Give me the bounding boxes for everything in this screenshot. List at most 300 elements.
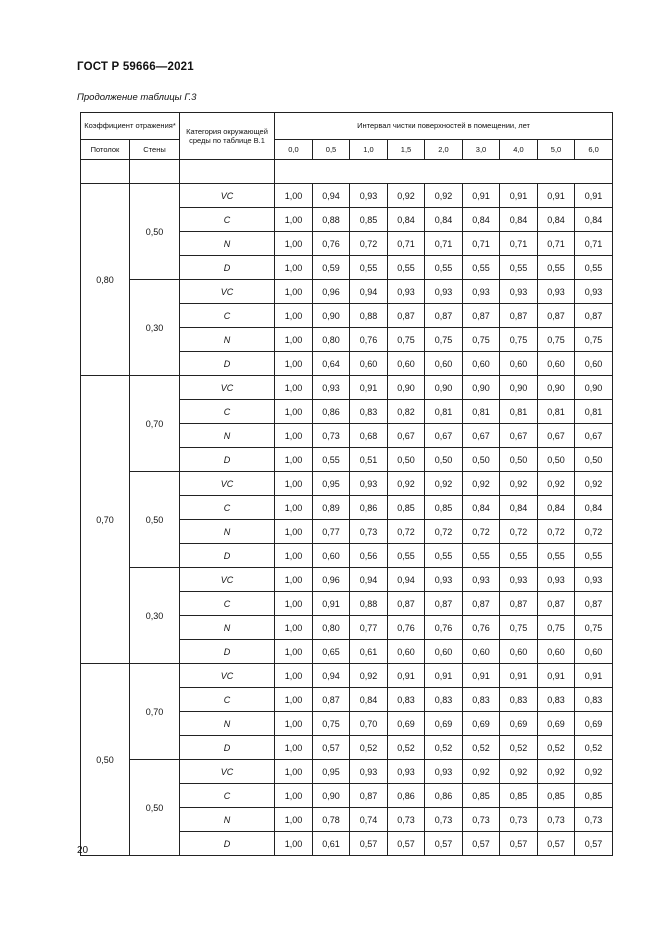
value-cell: 1,00: [275, 592, 313, 616]
value-cell: 0,91: [575, 184, 613, 208]
category-cell: VC: [180, 376, 275, 400]
value-cell: 0,84: [500, 208, 538, 232]
value-cell: 0,87: [538, 592, 575, 616]
value-cell: 1,00: [275, 784, 313, 808]
value-cell: 0,88: [350, 592, 388, 616]
value-cell: 0,69: [388, 712, 425, 736]
category-cell: VC: [180, 280, 275, 304]
year-header: 0,5: [313, 140, 350, 160]
value-cell: 1,00: [275, 328, 313, 352]
value-cell: 0,81: [575, 400, 613, 424]
category-cell: D: [180, 640, 275, 664]
category-cell: N: [180, 232, 275, 256]
value-cell: 1,00: [275, 520, 313, 544]
year-header: 6,0: [575, 140, 613, 160]
value-cell: 0,87: [425, 592, 463, 616]
value-cell: 0,81: [538, 400, 575, 424]
spacer-cell: [575, 160, 613, 184]
spacer-cell: [538, 160, 575, 184]
value-cell: 0,93: [538, 568, 575, 592]
value-cell: 1,00: [275, 256, 313, 280]
value-cell: 1,00: [275, 280, 313, 304]
value-cell: 1,00: [275, 304, 313, 328]
value-cell: 0,76: [463, 616, 500, 640]
value-cell: 0,84: [350, 688, 388, 712]
value-cell: 1,00: [275, 736, 313, 760]
table-row: [81, 376, 613, 400]
walls-value: 0,50: [130, 760, 180, 856]
value-cell: 0,92: [538, 760, 575, 784]
value-cell: 0,91: [538, 184, 575, 208]
value-cell: 0,69: [425, 712, 463, 736]
value-cell: 0,75: [538, 328, 575, 352]
value-cell: 0,65: [313, 640, 350, 664]
value-cell: 0,84: [575, 496, 613, 520]
value-cell: 0,92: [425, 184, 463, 208]
value-cell: 0,67: [538, 424, 575, 448]
value-cell: 0,52: [350, 736, 388, 760]
value-cell: 0,86: [313, 400, 350, 424]
category-cell: D: [180, 448, 275, 472]
year-header: 5,0: [538, 140, 575, 160]
value-cell: 0,57: [500, 832, 538, 856]
spacer-cell: [180, 160, 275, 184]
value-cell: 0,93: [350, 760, 388, 784]
value-cell: 0,90: [575, 376, 613, 400]
value-cell: 0,55: [463, 544, 500, 568]
value-cell: 0,59: [313, 256, 350, 280]
value-cell: 0,60: [463, 352, 500, 376]
value-cell: 0,55: [425, 256, 463, 280]
value-cell: 0,87: [575, 592, 613, 616]
spacer-cell: [463, 160, 500, 184]
category-cell: D: [180, 256, 275, 280]
value-cell: 0,83: [350, 400, 388, 424]
value-cell: 1,00: [275, 472, 313, 496]
value-cell: 1,00: [275, 352, 313, 376]
value-cell: 0,68: [350, 424, 388, 448]
value-cell: 0,71: [500, 232, 538, 256]
value-cell: 0,55: [538, 544, 575, 568]
category-cell: D: [180, 352, 275, 376]
value-cell: 0,55: [425, 544, 463, 568]
value-cell: 1,00: [275, 688, 313, 712]
value-cell: 0,60: [538, 352, 575, 376]
value-cell: 0,52: [575, 736, 613, 760]
value-cell: 0,75: [463, 328, 500, 352]
value-cell: 1,00: [275, 424, 313, 448]
value-cell: 0,70: [350, 712, 388, 736]
category-cell: N: [180, 424, 275, 448]
value-cell: 0,72: [425, 520, 463, 544]
value-cell: 0,91: [463, 184, 500, 208]
value-cell: 0,90: [313, 784, 350, 808]
value-cell: 0,75: [313, 712, 350, 736]
value-cell: 0,87: [500, 304, 538, 328]
year-header: 1,0: [350, 140, 388, 160]
value-cell: 0,83: [425, 688, 463, 712]
value-cell: 0,72: [575, 520, 613, 544]
value-cell: 0,57: [313, 736, 350, 760]
value-cell: 0,60: [500, 640, 538, 664]
value-cell: 0,73: [538, 808, 575, 832]
value-cell: 1,00: [275, 184, 313, 208]
value-cell: 0,67: [425, 424, 463, 448]
value-cell: 0,91: [425, 664, 463, 688]
table-row: [81, 664, 613, 688]
value-cell: 0,84: [575, 208, 613, 232]
value-cell: 0,91: [538, 664, 575, 688]
category-cell: VC: [180, 664, 275, 688]
value-cell: 0,93: [313, 376, 350, 400]
value-cell: 0,92: [388, 472, 425, 496]
walls-value: 0,70: [130, 664, 180, 760]
spacer-cell: [350, 160, 388, 184]
value-cell: 0,55: [313, 448, 350, 472]
value-cell: 0,52: [463, 736, 500, 760]
walls-value: 0,50: [130, 472, 180, 568]
value-cell: 0,92: [575, 472, 613, 496]
value-cell: 0,55: [350, 256, 388, 280]
value-cell: 0,60: [425, 640, 463, 664]
reflectance-table: [80, 112, 613, 856]
value-cell: 0,87: [538, 304, 575, 328]
reflection-coefficient-header: Коэффициент отражения*: [81, 113, 180, 140]
value-cell: 0,93: [350, 184, 388, 208]
category-cell: VC: [180, 472, 275, 496]
value-cell: 0,91: [463, 664, 500, 688]
value-cell: 1,00: [275, 448, 313, 472]
value-cell: 0,72: [350, 232, 388, 256]
year-header: 4,0: [500, 140, 538, 160]
value-cell: 0,67: [500, 424, 538, 448]
ceiling-value: 0,70: [81, 376, 130, 664]
value-cell: 0,89: [313, 496, 350, 520]
value-cell: 0,67: [388, 424, 425, 448]
category-cell: C: [180, 496, 275, 520]
value-cell: 0,84: [538, 496, 575, 520]
value-cell: 1,00: [275, 712, 313, 736]
value-cell: 0,88: [350, 304, 388, 328]
value-cell: 0,55: [388, 256, 425, 280]
category-cell: VC: [180, 568, 275, 592]
value-cell: 0,67: [575, 424, 613, 448]
page-number: 20: [77, 845, 89, 856]
value-cell: 0,69: [463, 712, 500, 736]
value-cell: 0,69: [500, 712, 538, 736]
value-cell: 0,92: [350, 664, 388, 688]
value-cell: 0,84: [388, 208, 425, 232]
value-cell: 0,90: [463, 376, 500, 400]
value-cell: 0,87: [425, 304, 463, 328]
value-cell: 0,91: [388, 664, 425, 688]
value-cell: 0,50: [538, 448, 575, 472]
table-caption: Продолжение таблицы Г.3: [77, 92, 197, 103]
value-cell: 0,87: [500, 592, 538, 616]
value-cell: 0,80: [313, 328, 350, 352]
value-cell: 0,61: [313, 832, 350, 856]
category-header: Категория окружающей среды по таблице В.1: [180, 113, 275, 160]
value-cell: 0,73: [388, 808, 425, 832]
value-cell: 1,00: [275, 376, 313, 400]
value-cell: 0,91: [500, 664, 538, 688]
value-cell: 1,00: [275, 808, 313, 832]
value-cell: 0,85: [425, 496, 463, 520]
value-cell: 0,85: [463, 784, 500, 808]
value-cell: 0,84: [500, 496, 538, 520]
value-cell: 0,93: [388, 280, 425, 304]
value-cell: 0,92: [500, 760, 538, 784]
category-cell: N: [180, 520, 275, 544]
walls-value: 0,30: [130, 568, 180, 664]
value-cell: 0,93: [425, 280, 463, 304]
value-cell: 0,93: [388, 760, 425, 784]
value-cell: 0,94: [313, 184, 350, 208]
value-cell: 0,60: [538, 640, 575, 664]
value-cell: 0,55: [388, 544, 425, 568]
table-row: [81, 760, 613, 784]
value-cell: 1,00: [275, 400, 313, 424]
value-cell: 0,92: [388, 184, 425, 208]
value-cell: 0,90: [313, 304, 350, 328]
value-cell: 0,87: [463, 304, 500, 328]
value-cell: 0,55: [500, 256, 538, 280]
spacer-cell: [81, 160, 130, 184]
value-cell: 0,87: [313, 688, 350, 712]
value-cell: 0,73: [350, 520, 388, 544]
spacer-cell: [130, 160, 180, 184]
value-cell: 0,90: [500, 376, 538, 400]
value-cell: 0,81: [500, 400, 538, 424]
value-cell: 0,73: [425, 808, 463, 832]
value-cell: 0,73: [463, 808, 500, 832]
value-cell: 0,64: [313, 352, 350, 376]
value-cell: 0,83: [463, 688, 500, 712]
ceiling-header: Потолок: [81, 140, 130, 160]
value-cell: 1,00: [275, 640, 313, 664]
value-cell: 0,73: [313, 424, 350, 448]
value-cell: 0,90: [425, 376, 463, 400]
value-cell: 0,73: [575, 808, 613, 832]
value-cell: 0,93: [350, 472, 388, 496]
value-cell: 0,69: [575, 712, 613, 736]
category-cell: N: [180, 808, 275, 832]
value-cell: 0,75: [538, 616, 575, 640]
value-cell: 1,00: [275, 760, 313, 784]
value-cell: 0,87: [388, 592, 425, 616]
category-cell: N: [180, 328, 275, 352]
value-cell: 0,51: [350, 448, 388, 472]
value-cell: 0,52: [388, 736, 425, 760]
value-cell: 0,93: [425, 760, 463, 784]
value-cell: 0,84: [538, 208, 575, 232]
category-cell: D: [180, 832, 275, 856]
year-header: 2,0: [425, 140, 463, 160]
document-title: ГОСТ Р 59666—2021: [77, 61, 194, 73]
category-cell: C: [180, 784, 275, 808]
value-cell: 0,60: [388, 640, 425, 664]
value-cell: 0,52: [425, 736, 463, 760]
value-cell: 0,60: [425, 352, 463, 376]
spacer-cell: [500, 160, 538, 184]
category-cell: VC: [180, 760, 275, 784]
value-cell: 0,71: [388, 232, 425, 256]
value-cell: 0,50: [463, 448, 500, 472]
value-cell: 0,60: [388, 352, 425, 376]
value-cell: 0,83: [538, 688, 575, 712]
value-cell: 0,92: [538, 472, 575, 496]
value-cell: 0,72: [463, 520, 500, 544]
value-cell: 0,60: [500, 352, 538, 376]
value-cell: 0,85: [350, 208, 388, 232]
value-cell: 0,78: [313, 808, 350, 832]
value-cell: 0,69: [538, 712, 575, 736]
value-cell: 0,55: [575, 256, 613, 280]
value-cell: 0,84: [463, 208, 500, 232]
walls-value: 0,50: [130, 184, 180, 280]
value-cell: 0,60: [575, 352, 613, 376]
value-cell: 0,75: [575, 616, 613, 640]
value-cell: 1,00: [275, 208, 313, 232]
value-cell: 0,55: [500, 544, 538, 568]
value-cell: 0,91: [575, 664, 613, 688]
value-cell: 0,77: [350, 616, 388, 640]
walls-value: 0,30: [130, 280, 180, 376]
value-cell: 0,93: [425, 568, 463, 592]
value-cell: 0,74: [350, 808, 388, 832]
value-cell: 0,76: [350, 328, 388, 352]
value-cell: 0,55: [463, 256, 500, 280]
value-cell: 0,71: [463, 232, 500, 256]
value-cell: 0,93: [575, 568, 613, 592]
ceiling-value: 0,80: [81, 184, 130, 376]
value-cell: 0,55: [575, 544, 613, 568]
spacer-cell: [388, 160, 425, 184]
value-cell: 0,85: [575, 784, 613, 808]
value-cell: 0,84: [425, 208, 463, 232]
category-cell: C: [180, 208, 275, 232]
category-cell: VC: [180, 184, 275, 208]
value-cell: 0,96: [313, 568, 350, 592]
value-cell: 0,57: [538, 832, 575, 856]
value-cell: 0,73: [500, 808, 538, 832]
value-cell: 0,56: [350, 544, 388, 568]
year-header: 3,0: [463, 140, 500, 160]
table-row: [81, 472, 613, 496]
value-cell: 0,71: [575, 232, 613, 256]
value-cell: 0,94: [350, 568, 388, 592]
walls-value: 0,70: [130, 376, 180, 472]
value-cell: 0,87: [388, 304, 425, 328]
value-cell: 0,57: [425, 832, 463, 856]
category-cell: C: [180, 304, 275, 328]
value-cell: 1,00: [275, 544, 313, 568]
value-cell: 0,52: [538, 736, 575, 760]
value-cell: 0,76: [388, 616, 425, 640]
value-cell: 0,75: [500, 328, 538, 352]
value-cell: 0,96: [313, 280, 350, 304]
spacer-cell: [313, 160, 350, 184]
table-row: [81, 280, 613, 304]
value-cell: 0,57: [350, 832, 388, 856]
value-cell: 0,80: [313, 616, 350, 640]
value-cell: 0,84: [463, 496, 500, 520]
spacer-cell: [275, 160, 313, 184]
value-cell: 0,57: [575, 832, 613, 856]
value-cell: 0,86: [425, 784, 463, 808]
value-cell: 0,75: [500, 616, 538, 640]
spacer-row: [81, 160, 613, 184]
value-cell: 0,85: [388, 496, 425, 520]
year-header: 1,5: [388, 140, 425, 160]
value-cell: 0,61: [350, 640, 388, 664]
value-cell: 0,95: [313, 760, 350, 784]
value-cell: 0,92: [425, 472, 463, 496]
year-header: 0,0: [275, 140, 313, 160]
value-cell: 0,50: [500, 448, 538, 472]
value-cell: 0,81: [463, 400, 500, 424]
value-cell: 0,83: [388, 688, 425, 712]
value-cell: 0,93: [500, 280, 538, 304]
value-cell: 0,57: [463, 832, 500, 856]
value-cell: 0,88: [313, 208, 350, 232]
value-cell: 0,72: [500, 520, 538, 544]
value-cell: 0,83: [500, 688, 538, 712]
value-cell: 0,71: [425, 232, 463, 256]
value-cell: 0,50: [388, 448, 425, 472]
table-row: [81, 184, 613, 208]
value-cell: 0,92: [463, 472, 500, 496]
category-cell: D: [180, 544, 275, 568]
value-cell: 0,90: [538, 376, 575, 400]
value-cell: 0,52: [500, 736, 538, 760]
value-cell: 0,90: [388, 376, 425, 400]
value-cell: 0,60: [463, 640, 500, 664]
value-cell: 0,50: [575, 448, 613, 472]
value-cell: 0,93: [500, 568, 538, 592]
value-cell: 0,60: [350, 352, 388, 376]
value-cell: 1,00: [275, 568, 313, 592]
value-cell: 0,93: [575, 280, 613, 304]
value-cell: 0,75: [575, 328, 613, 352]
value-cell: 0,95: [313, 472, 350, 496]
table-body: [81, 160, 613, 856]
value-cell: 0,93: [463, 568, 500, 592]
value-cell: 0,83: [575, 688, 613, 712]
value-cell: 1,00: [275, 496, 313, 520]
value-cell: 1,00: [275, 664, 313, 688]
value-cell: 0,86: [350, 496, 388, 520]
value-cell: 0,81: [425, 400, 463, 424]
value-cell: 0,75: [388, 328, 425, 352]
value-cell: 0,50: [425, 448, 463, 472]
value-cell: 1,00: [275, 832, 313, 856]
value-cell: 0,94: [350, 280, 388, 304]
value-cell: 0,60: [575, 640, 613, 664]
value-cell: 0,67: [463, 424, 500, 448]
walls-header: Стены: [130, 140, 180, 160]
value-cell: 0,86: [388, 784, 425, 808]
category-cell: C: [180, 592, 275, 616]
category-cell: N: [180, 712, 275, 736]
value-cell: 0,75: [425, 328, 463, 352]
value-cell: 0,60: [313, 544, 350, 568]
interval-header: Интервал чистки поверхностей в помещении, лет: [275, 113, 613, 140]
value-cell: 0,92: [500, 472, 538, 496]
category-cell: D: [180, 736, 275, 760]
value-cell: 0,77: [313, 520, 350, 544]
value-cell: 0,72: [388, 520, 425, 544]
